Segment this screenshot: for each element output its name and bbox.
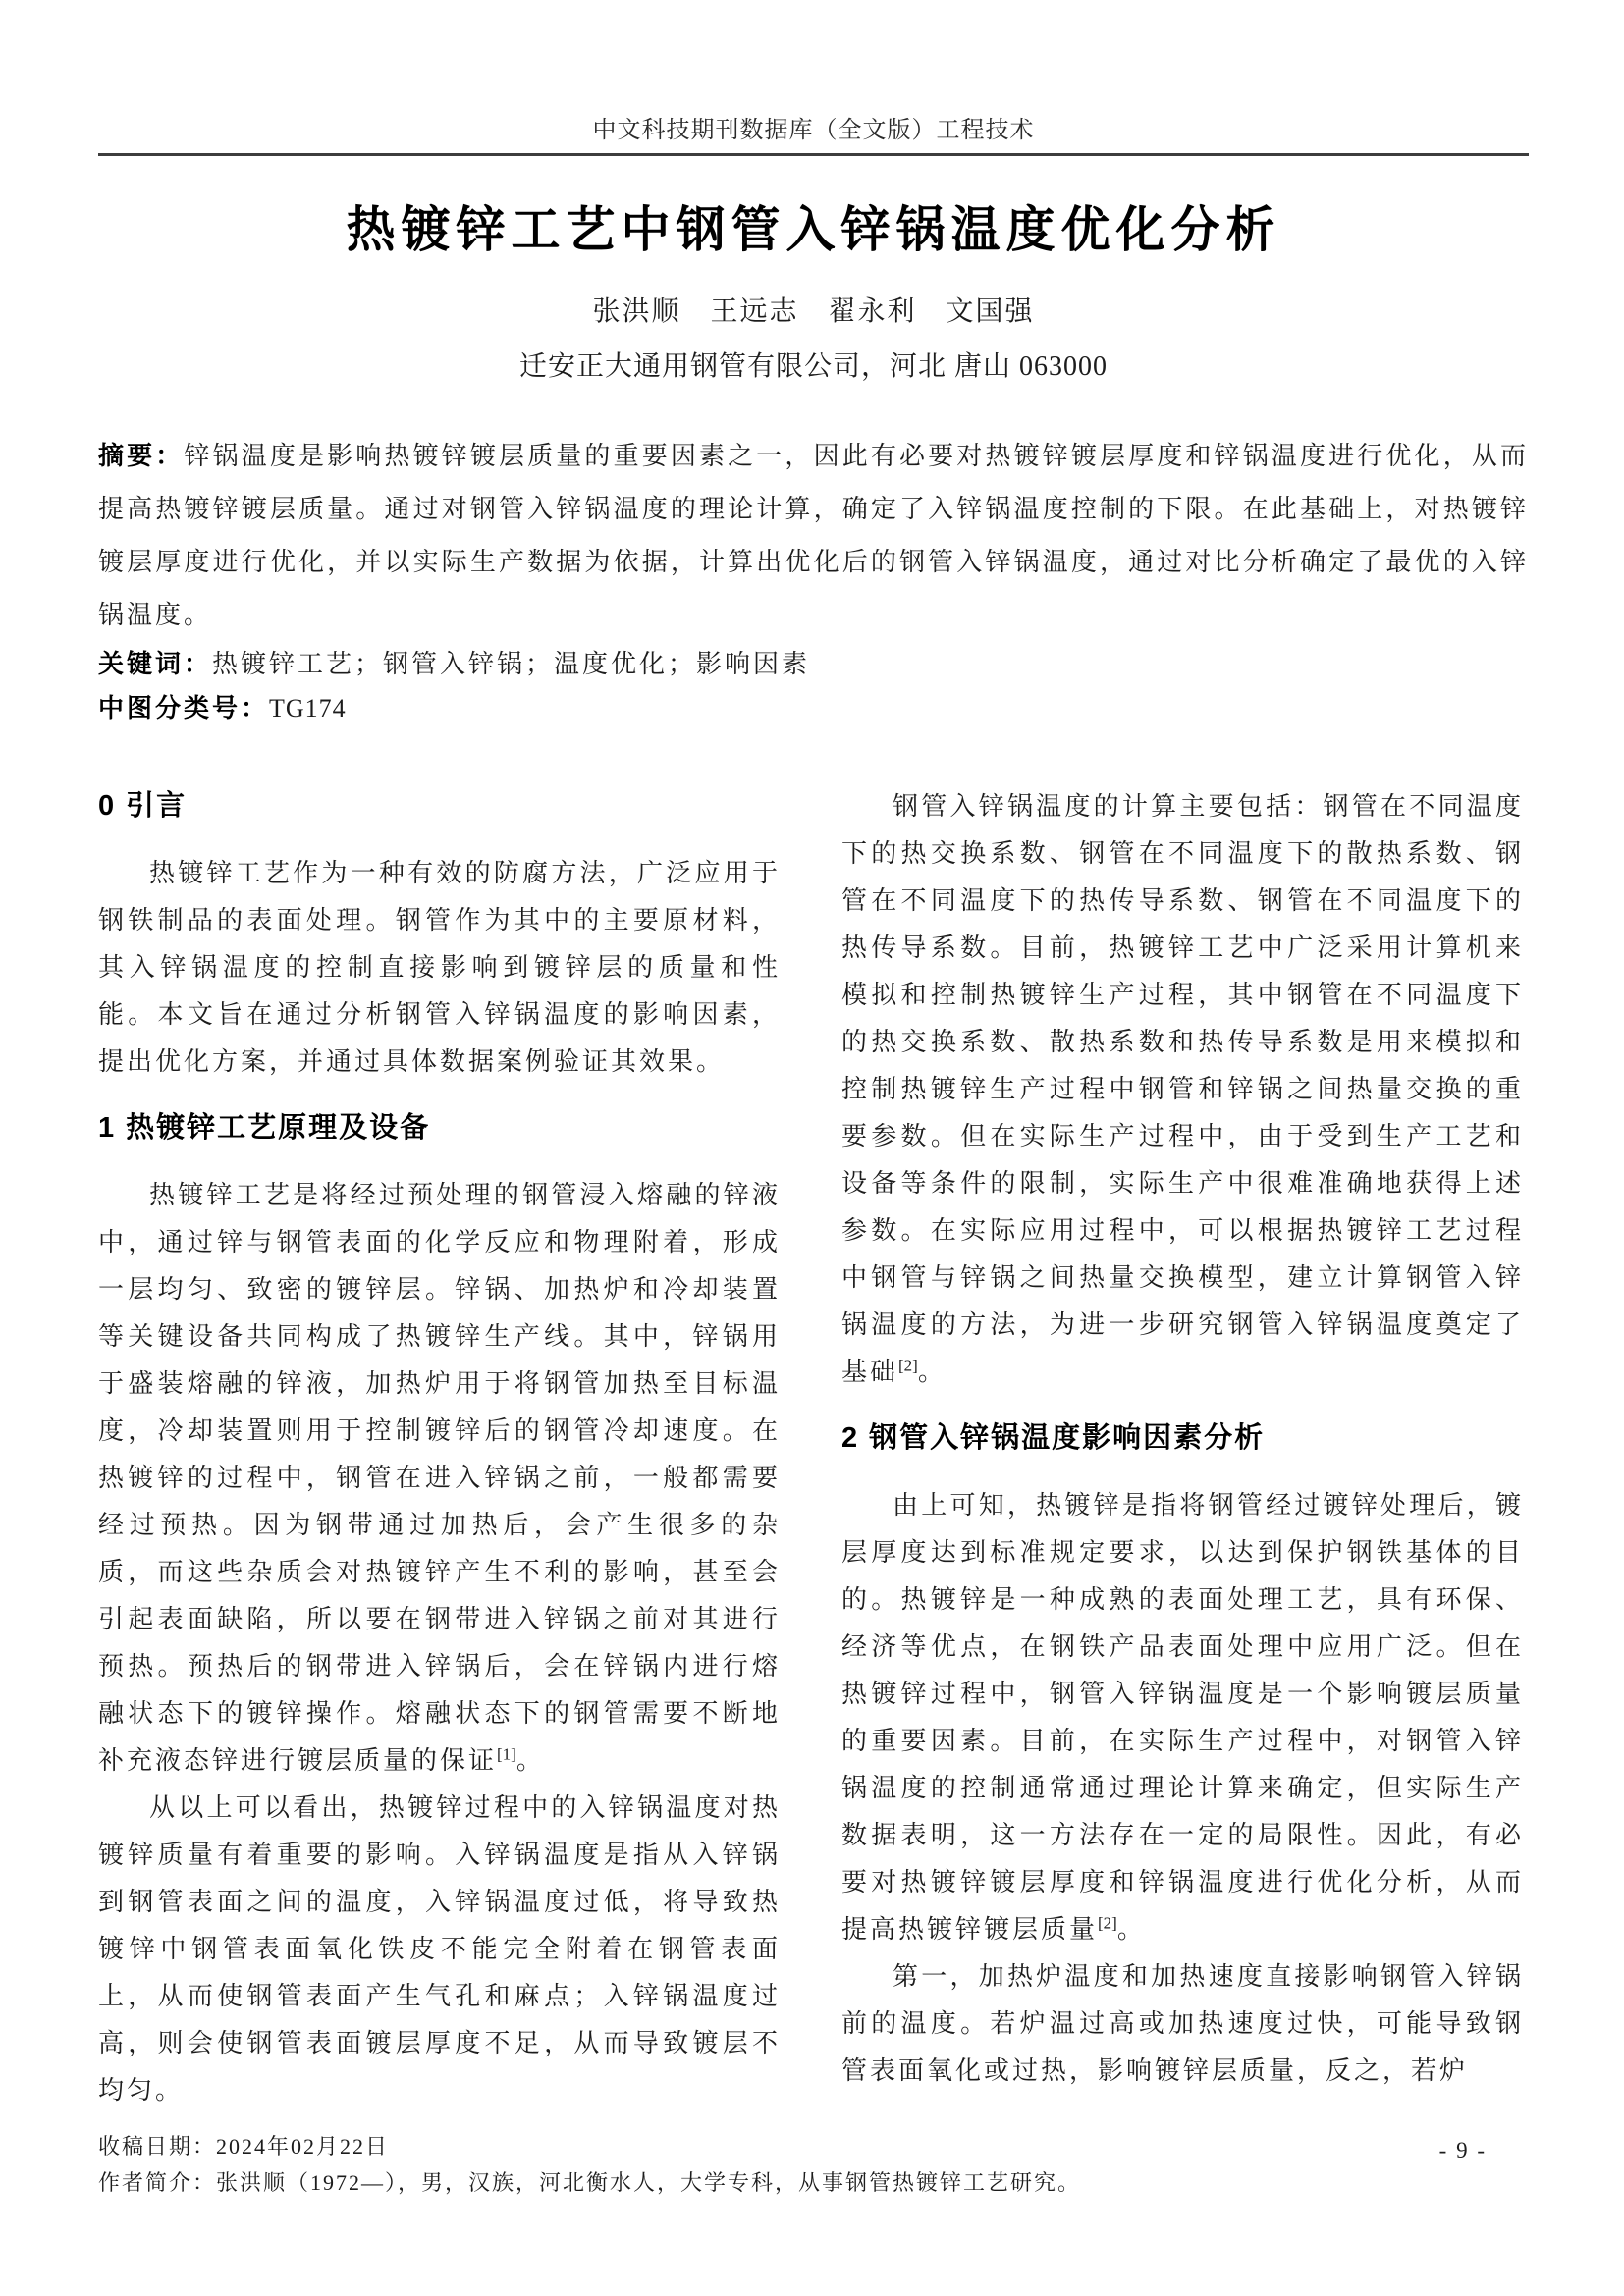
abstract-label: 摘要： <box>98 441 185 470</box>
received-date-value: 2024年02月22日 <box>216 2134 390 2159</box>
abstract-paragraph <box>98 429 1529 642</box>
journal-header: 中文科技期刊数据库（全文版）工程技术 <box>592 118 1035 143</box>
right-column <box>841 783 1524 2114</box>
section-2-heading: 2 钢管入锌锅温度影响因素分析 <box>841 1422 1266 1454</box>
section-2-paragraph-1-tail: 。 <box>1116 1915 1146 1944</box>
received-date-line <box>98 2128 1529 2164</box>
author-bio-line <box>98 2164 1529 2201</box>
author-bio-text: 张洪顺（1972—），男，汉族，河北衡水人，大学专科，从事钢管热镀锌工艺研究。 <box>216 2170 1082 2195</box>
section-1-paragraph-1 <box>98 1172 781 1785</box>
received-date-label: 收稿日期： <box>98 2134 217 2159</box>
section-1-paragraph-1-text: 热镀锌工艺是将经过预处理的钢管浸入熔融的锌液中，通过锌与钢管表面的化学反应和物理附着，形成一层均匀、致密的镀锌层。锌锅、加热炉和冷却装置等关键设备共同构成了热镀锌生产线。其中，锌锅用于盛装熔融的锌液，加热炉用于将钢管加热至目标温度，冷却装置则用于控制镀锌后的钢管冷却速度。在热镀锌的过程中，钢管在进入锌锅之前，一般都需要经过预热。因为钢带通过加热后，会产生很多的杂质，而这些杂质会对热镀锌产生不利的影响，甚至会引起表面缺陷，所以要在钢带进入锌锅之前对其进行预热。预热后的钢带进入锌锅后，会在锌锅内进行熔融状态下的镀锌操作。熔融状态下的钢管需要不断地补充液态锌进行镀层质量的保证 <box>98 1181 781 1775</box>
citation-ref-1: [1] <box>497 1744 516 1764</box>
author-bio-label: 作者简介： <box>98 2170 217 2195</box>
clc-value: TG174 <box>269 694 347 722</box>
section-0-paragraph: 热镀锌工艺作为一种有效的防腐方法，广泛应用于钢铁制品的表面处理。钢管作为其中的主要原材料，其入锌锅温度的控制直接影响到镀锌层的质量和性能。本文旨在通过分析钢管入锌锅温度的影响因素，提出优化方案，并通过具体数据案例验证其效果。 <box>98 859 781 1076</box>
section-2-paragraph-2: 第一，加热炉温度和加热速度直接影响钢管入锌锅前的温度。若炉温过高或加热速度过快，可能导致钢管表面氧化或过热，影响镀锌层质量，反之，若炉 <box>841 1962 1524 2085</box>
authors-line: 张洪顺 王远志 翟永利 文国强 <box>592 296 1035 327</box>
abstract-block <box>98 429 1529 730</box>
section-1-paragraph-1-tail: 。 <box>515 1746 545 1775</box>
affiliation-line: 迁安正大通用钢管有限公司，河北 唐山 063000 <box>518 351 1108 382</box>
column2-intro-paragraph <box>841 783 1524 1396</box>
keywords-text: 热镀锌工艺；钢管入锌锅；温度优化；影响因素 <box>212 650 811 678</box>
keywords-line <box>98 642 1529 686</box>
abstract-text: 锌锅温度是影响热镀锌镀层质量的重要因素之一，因此有必要对热镀锌镀层厚度和锌锅温度进行优化，从而提高热镀锌镀层质量。通过对钢管入锌锅温度的理论计算，确定了入锌锅温度控制的下限。在此基础上，对热镀锌镀层厚度进行优化，并以实际生产数据为依据，计算出优化后的钢管入锌锅温度，通过对比分析确定了最优的入锌锅温度。 <box>98 442 1529 629</box>
page-footer <box>98 2128 1529 2201</box>
column2-intro-tail: 。 <box>917 1358 947 1386</box>
section-1-paragraph-2: 从以上可以看出，热镀锌过程中的入锌锅温度对热镀锌质量有着重要的影响。入锌锅温度是指从入锌锅到钢管表面之间的温度，入锌锅温度过低，将导致热镀锌中钢管表面氧化铁皮不能完全附着在钢管表面上，从而使钢管表面产生气孔和麻点；入锌锅温度过高，则会使钢管表面镀层厚度不足，从而导致镀层不均匀。 <box>98 1793 781 2105</box>
paper-title: 热镀锌工艺中钢管入锌锅温度优化分析 <box>346 202 1281 257</box>
keywords-label: 关键词： <box>98 649 213 678</box>
section-2-paragraph-1 <box>841 1482 1524 1953</box>
header-divider-rule <box>98 153 1529 156</box>
clc-label: 中图分类号： <box>98 693 270 722</box>
citation-ref-3: [2] <box>1098 1913 1117 1933</box>
two-column-body <box>98 783 1529 2114</box>
section-1-heading: 1 热镀锌工艺原理及设备 <box>98 1112 431 1144</box>
left-column <box>98 783 781 2114</box>
column2-intro-text: 钢管入锌锅温度的计算主要包括：钢管在不同温度下的热交换系数、钢管在不同温度下的散热系数、钢管在不同温度下的热传导系数、钢管在不同温度下的热传导系数。目前，热镀锌工艺中广泛采用计算机来模拟和控制热镀锌生产过程，其中钢管在不同温度下的热交换系数、散热系数和热传导系数是用来模拟和控制热镀锌生产过程中钢管和锌锅之间热量交换的重要参数。但在实际生产过程中，由于受到生产工艺和设备等条件的限制，实际生产中很难准确地获得上述参数。在实际应用过程中，可以根据热镀锌工艺过程中钢管与锌锅之间热量交换模型，建立计算钢管入锌锅温度的方法，为进一步研究钢管入锌锅温度奠定了基础 <box>841 792 1524 1386</box>
section-0-heading: 0 引言 <box>98 790 188 822</box>
section-2-paragraph-1-text: 由上可知，热镀锌是指将钢管经过镀锌处理后，镀层厚度达到标准规定要求，以达到保护钢铁基体的目的。热镀锌是一种成熟的表面处理工艺，具有环保、经济等优点，在钢铁产品表面处理中应用广泛。但在热镀锌过程中，钢管入锌锅温度是一个影响镀层质量的重要因素。目前，在实际生产过程中，对钢管入锌锅温度的控制通常通过理论计算来确定，但实际生产数据表明，这一方法存在一定的局限性。因此，有必要对热镀锌镀层厚度和锌锅温度进行优化分析，从而提高热镀锌镀层质量 <box>841 1491 1524 1944</box>
clc-line <box>98 686 1529 730</box>
citation-ref-2: [2] <box>898 1356 918 1375</box>
page-number: - 9 - <box>1438 2138 1487 2163</box>
